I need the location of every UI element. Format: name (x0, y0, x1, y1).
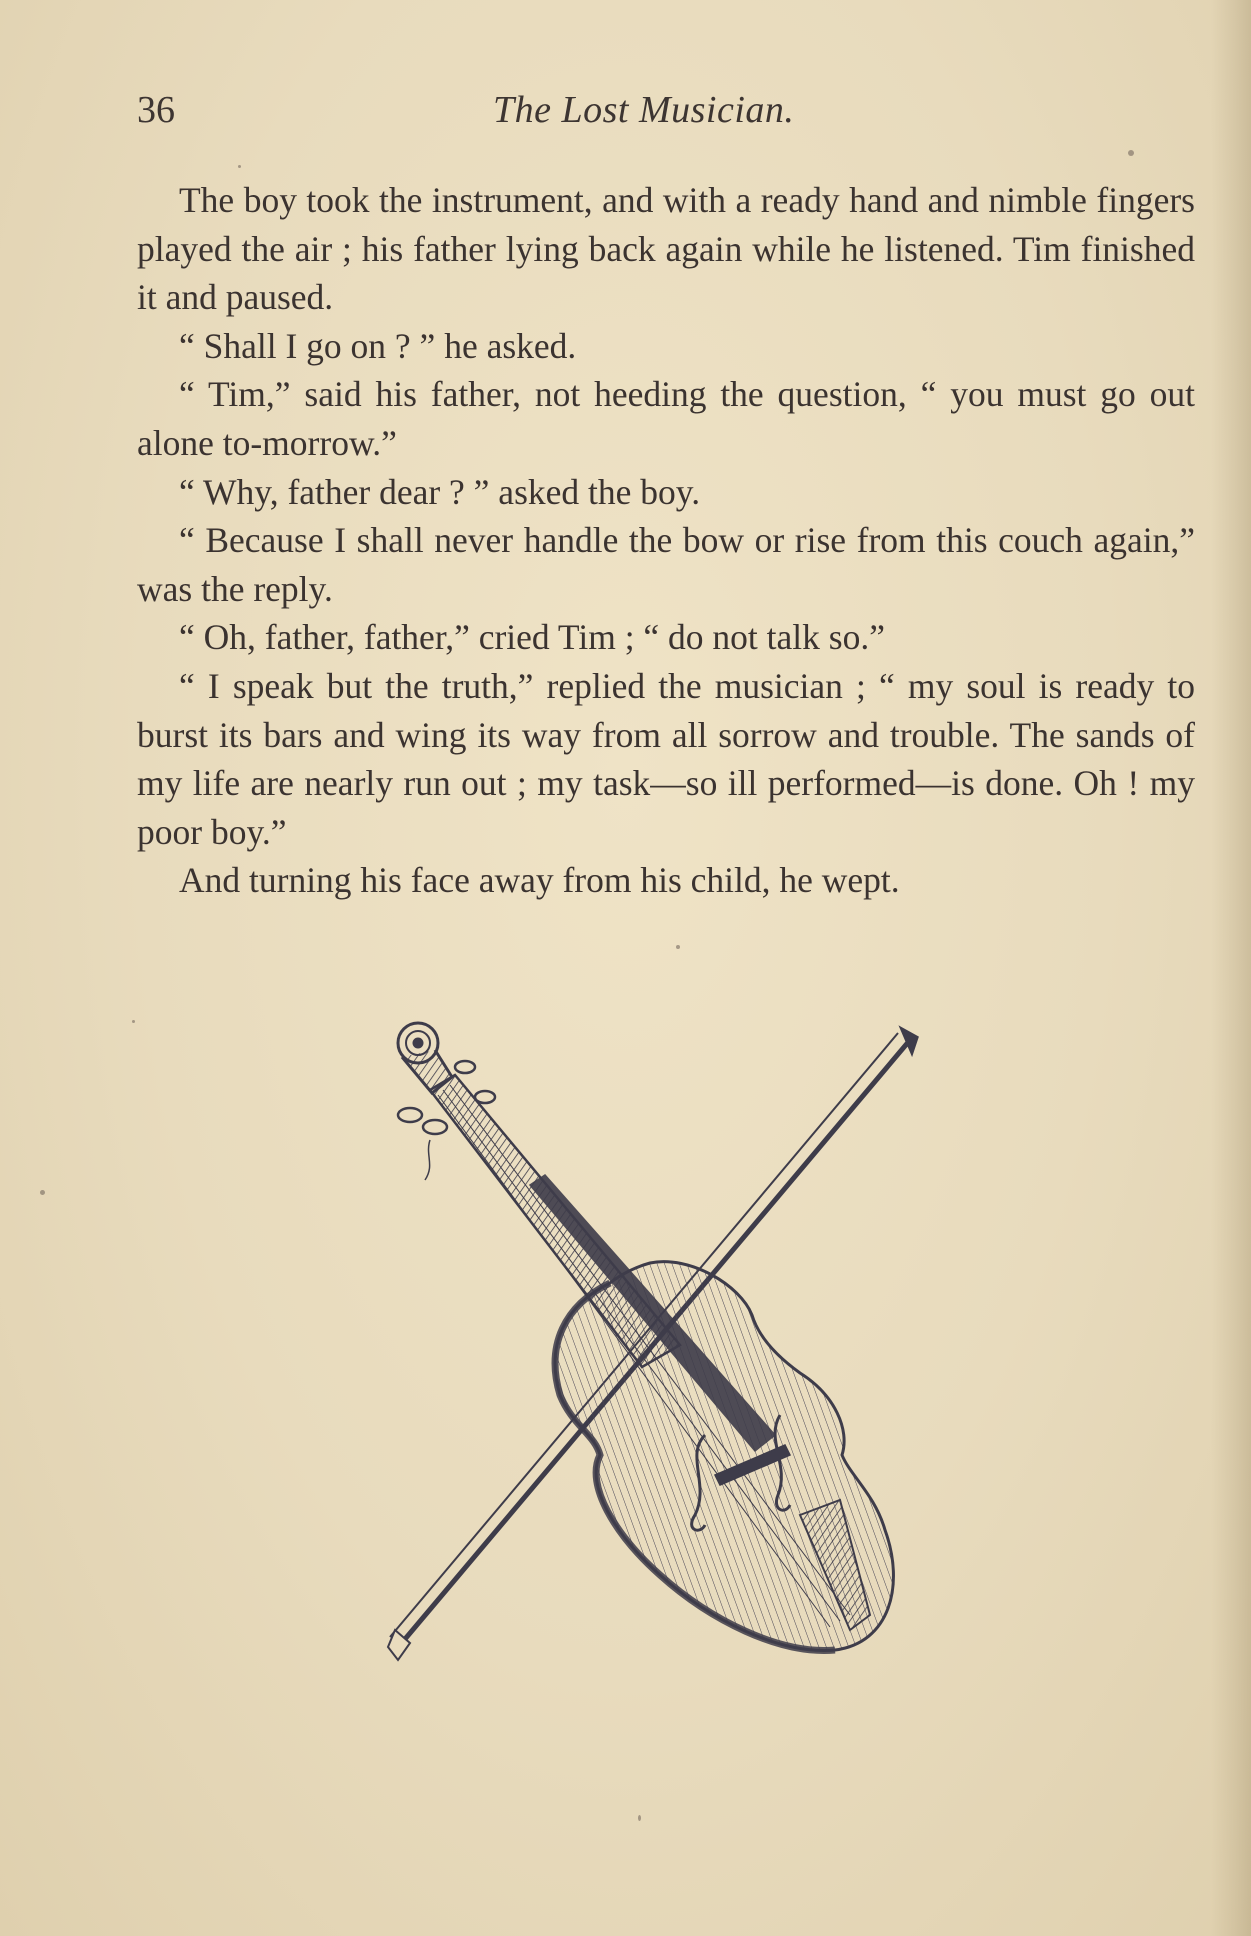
paragraph: And turning his face away from his child, he wept. (179, 860, 900, 901)
paragraph: “ Because I shall never handle the bow or rise from this couch again,” was the reply. (137, 520, 1195, 609)
paragraph: “ Oh, father, father,” cried Tim ; “ do not talk so.” (179, 617, 885, 658)
page-number: 36 (137, 89, 175, 131)
paragraph: The boy took the instrument, and with a ready hand and nimble fingers played the air ; his father lying back again while he listened. Tim finished it and paused. (137, 180, 1195, 318)
paragraph: “ Why, father dear ? ” asked the boy. (179, 471, 701, 512)
paragraph: “ Shall I go on ? ” he asked. (179, 325, 577, 366)
page-header (137, 88, 1117, 138)
paragraph: “ Tim,” said his father, not heeding the question, “ you must go out alone to-morrow.” (137, 374, 1195, 463)
violin-bow-illustration (380, 1015, 940, 1675)
running-title: The Lost Musician. (493, 89, 795, 131)
body-text (137, 176, 1195, 905)
paragraph: “ I speak but the truth,” replied the musician ; “ my soul is ready to burst its bars and wing its way from all sorrow and trouble. The sands of my life are nearly run out ; my task—so ill performed—is done. Oh ! my poor boy.” (137, 665, 1195, 852)
page-edge-shadow (1211, 0, 1251, 1936)
